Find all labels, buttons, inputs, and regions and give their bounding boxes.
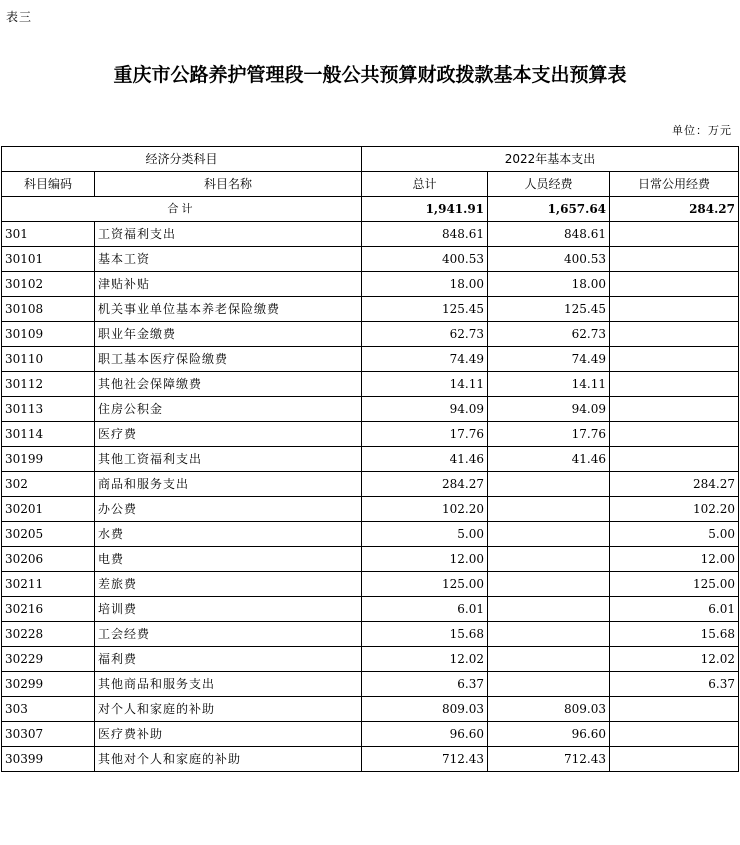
total-row (2, 197, 739, 222)
cell-public (610, 372, 739, 397)
cell-name: 职工基本医疗保险缴费 (95, 347, 362, 372)
cell-public (610, 322, 739, 347)
cell-total: 14.11 (362, 372, 488, 397)
cell-code: 30108 (2, 297, 95, 322)
header-row-group (2, 147, 739, 172)
cell-name: 工会经费 (95, 622, 362, 647)
cell-code: 30205 (2, 522, 95, 547)
cell-total: 18.00 (362, 272, 488, 297)
cell-personnel (488, 647, 610, 672)
table-row (2, 422, 739, 447)
cell-code: 30228 (2, 622, 95, 647)
cell-public: 102.20 (610, 497, 739, 522)
table-row (2, 497, 739, 522)
cell-code: 30216 (2, 597, 95, 622)
cell-personnel (488, 547, 610, 572)
total-public: 284.27 (610, 197, 739, 222)
cell-total: 41.46 (362, 447, 488, 472)
table-row (2, 297, 739, 322)
cell-personnel: 94.09 (488, 397, 610, 422)
cell-name: 其他社会保障缴费 (95, 372, 362, 397)
cell-personnel (488, 597, 610, 622)
cell-personnel: 74.49 (488, 347, 610, 372)
cell-name: 其他商品和服务支出 (95, 672, 362, 697)
table-row (2, 447, 739, 472)
cell-public (610, 222, 739, 247)
header-row-columns (2, 172, 739, 197)
table-row (2, 547, 739, 572)
cell-name: 商品和服务支出 (95, 472, 362, 497)
cell-personnel (488, 497, 610, 522)
cell-code: 30299 (2, 672, 95, 697)
cell-code: 30307 (2, 722, 95, 747)
cell-public: 5.00 (610, 522, 739, 547)
table-row (2, 747, 739, 772)
cell-personnel: 400.53 (488, 247, 610, 272)
cell-total: 809.03 (362, 697, 488, 722)
cell-personnel: 62.73 (488, 322, 610, 347)
table-row (2, 272, 739, 297)
cell-public (610, 722, 739, 747)
cell-code: 30199 (2, 447, 95, 472)
total-header: 总计 (362, 172, 488, 197)
cell-total: 6.37 (362, 672, 488, 697)
cell-personnel: 809.03 (488, 697, 610, 722)
cell-code: 303 (2, 697, 95, 722)
table-row (2, 722, 739, 747)
cell-name: 职业年金缴费 (95, 322, 362, 347)
table-row (2, 472, 739, 497)
cell-public (610, 697, 739, 722)
cell-code: 30110 (2, 347, 95, 372)
cell-personnel: 14.11 (488, 372, 610, 397)
cell-personnel: 125.45 (488, 297, 610, 322)
table-row (2, 372, 739, 397)
cell-code: 301 (2, 222, 95, 247)
cell-name: 机关事业单位基本养老保险缴费 (95, 297, 362, 322)
cell-public: 125.00 (610, 572, 739, 597)
cell-public (610, 447, 739, 472)
cell-public (610, 347, 739, 372)
cell-name: 电费 (95, 547, 362, 572)
cell-total: 284.27 (362, 472, 488, 497)
name-header: 科目名称 (95, 172, 362, 197)
cell-public (610, 747, 739, 772)
cell-public: 12.00 (610, 547, 739, 572)
cell-total: 125.00 (362, 572, 488, 597)
cell-name: 对个人和家庭的补助 (95, 697, 362, 722)
cell-name: 差旅费 (95, 572, 362, 597)
table-row (2, 347, 739, 372)
cell-total: 62.73 (362, 322, 488, 347)
cell-public: 284.27 (610, 472, 739, 497)
cell-public (610, 397, 739, 422)
cell-total: 74.49 (362, 347, 488, 372)
total-personnel: 1,657.64 (488, 197, 610, 222)
cell-total: 12.02 (362, 647, 488, 672)
cell-public: 6.01 (610, 597, 739, 622)
cell-code: 30201 (2, 497, 95, 522)
cell-name: 医疗费补助 (95, 722, 362, 747)
cell-public: 15.68 (610, 622, 739, 647)
cell-public: 12.02 (610, 647, 739, 672)
table-row (2, 597, 739, 622)
table-row (2, 222, 739, 247)
cell-personnel: 848.61 (488, 222, 610, 247)
cell-code: 30399 (2, 747, 95, 772)
cell-personnel: 17.76 (488, 422, 610, 447)
cell-code: 30109 (2, 322, 95, 347)
cell-total: 94.09 (362, 397, 488, 422)
table-row (2, 572, 739, 597)
cell-total: 400.53 (362, 247, 488, 272)
unit-label: 单位：万元 (672, 124, 732, 137)
table-number: 表三 (6, 10, 33, 24)
personnel-header: 人员经费 (488, 172, 610, 197)
cell-total: 17.76 (362, 422, 488, 447)
cell-public: 6.37 (610, 672, 739, 697)
cell-public (610, 272, 739, 297)
cell-code: 30102 (2, 272, 95, 297)
cell-personnel: 41.46 (488, 447, 610, 472)
cell-personnel (488, 572, 610, 597)
total-sum: 1,941.91 (362, 197, 488, 222)
cell-code: 30112 (2, 372, 95, 397)
cell-code: 30114 (2, 422, 95, 447)
cell-code: 30229 (2, 647, 95, 672)
table-row (2, 622, 739, 647)
cell-name: 培训费 (95, 597, 362, 622)
table-row (2, 397, 739, 422)
cell-name: 福利费 (95, 647, 362, 672)
economic-class-header: 经济分类科目 (2, 147, 362, 172)
table-row (2, 247, 739, 272)
cell-total: 6.01 (362, 597, 488, 622)
cell-total: 848.61 (362, 222, 488, 247)
cell-total: 12.00 (362, 547, 488, 572)
budget-table (1, 146, 739, 772)
cell-total: 712.43 (362, 747, 488, 772)
cell-code: 30101 (2, 247, 95, 272)
cell-code: 30211 (2, 572, 95, 597)
table-row (2, 697, 739, 722)
cell-public (610, 422, 739, 447)
cell-name: 办公费 (95, 497, 362, 522)
table-row (2, 672, 739, 697)
cell-public (610, 247, 739, 272)
table-row (2, 322, 739, 347)
cell-name: 医疗费 (95, 422, 362, 447)
year-basic-header: 2022年基本支出 (362, 147, 739, 172)
total-label: 合计 (2, 197, 362, 222)
cell-total: 102.20 (362, 497, 488, 522)
cell-personnel (488, 672, 610, 697)
public-header: 日常公用经费 (610, 172, 739, 197)
cell-personnel (488, 522, 610, 547)
cell-name: 其他工资福利支出 (95, 447, 362, 472)
cell-name: 津贴补贴 (95, 272, 362, 297)
cell-code: 302 (2, 472, 95, 497)
document-title: 重庆市公路养护管理段一般公共预算财政拨款基本支出预算表 (113, 64, 627, 86)
cell-total: 96.60 (362, 722, 488, 747)
cell-name: 工资福利支出 (95, 222, 362, 247)
cell-name: 基本工资 (95, 247, 362, 272)
table-row (2, 522, 739, 547)
cell-total: 5.00 (362, 522, 488, 547)
cell-personnel (488, 472, 610, 497)
table-row (2, 647, 739, 672)
cell-name: 水费 (95, 522, 362, 547)
cell-name: 住房公积金 (95, 397, 362, 422)
cell-code: 30113 (2, 397, 95, 422)
cell-personnel: 96.60 (488, 722, 610, 747)
cell-personnel: 712.43 (488, 747, 610, 772)
cell-total: 125.45 (362, 297, 488, 322)
cell-personnel: 18.00 (488, 272, 610, 297)
cell-name: 其他对个人和家庭的补助 (95, 747, 362, 772)
code-header: 科目编码 (2, 172, 95, 197)
cell-total: 15.68 (362, 622, 488, 647)
cell-public (610, 297, 739, 322)
cell-personnel (488, 622, 610, 647)
cell-code: 30206 (2, 547, 95, 572)
